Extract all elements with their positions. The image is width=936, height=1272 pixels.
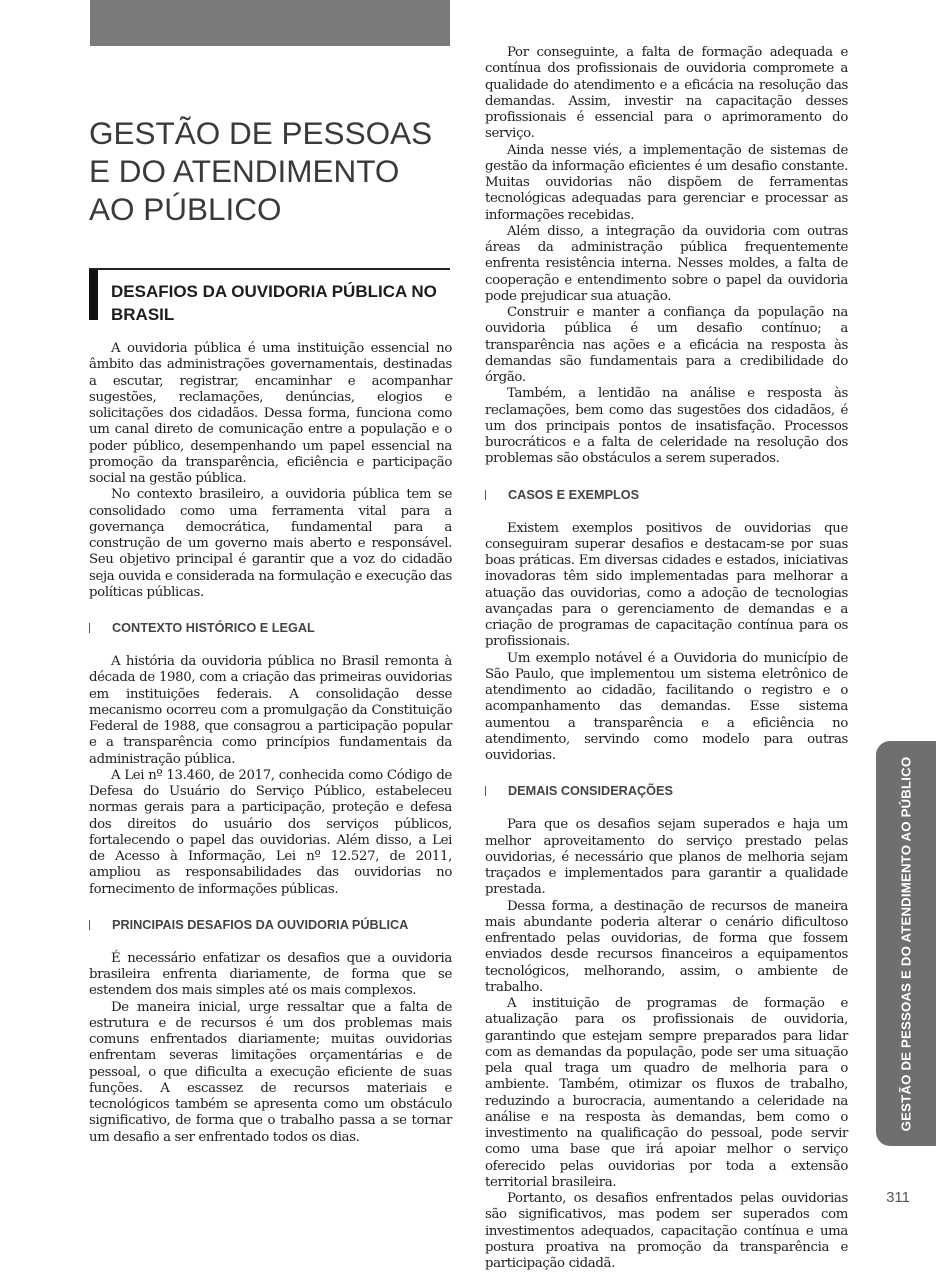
page-number: 311	[886, 1189, 910, 1206]
subheading-casos	[485, 487, 848, 503]
paragraph: A história da ouvidoria pública no Brasil remonta à década de 1980, com a criação das primeiras ouvidorias em instituições federais. A consolidação desse mecanismo ocorreu com a promulgação da Constituição Federal de 1988, que consagrou a participação popular e a transparência como princípios fundamentais da administração pública.	[89, 654, 452, 767]
paragraph: Por conseguinte, a falta de formação adequada e contínua dos profissionais de ouvidoria compromete a qualidade do atendimento e a eficácia na resolução das demandas. Assim, investir na capacitação desses profissionais é essencial para o aprimoramento do serviço.	[485, 45, 848, 142]
subheading-desafios	[89, 917, 452, 933]
paragraph: Construir e manter a confiança da população na ouvidoria pública é um desafio contínuo; a transparência nas ações e a eficácia na resposta às demandas são fundamentais para a credibilidade do órgão.	[485, 305, 848, 385]
section-heading-block	[89, 268, 450, 328]
subheading-text: CASOS E EXEMPLOS	[508, 487, 640, 502]
paragraph: É necessário enfatizar os desafios que a ouvidoria brasileira enfrenta diariamente, de forma que se estendem dos mais simples até os mais complexos.	[89, 950, 452, 999]
paragraph: No contexto brasileiro, a ouvidoria pública tem se consolidado como uma ferramenta vital para a governança democrática, fundamental para a construção de um governo mais aberto e responsável. Seu objetivo principal é garantir que a voz do cidadão seja ouvida e considerada na formulação e execução das políticas públicas.	[89, 487, 452, 600]
paragraph: De maneira inicial, urge ressaltar que a falta de estrutura e de recursos é um dos problemas mais comuns enfrentados diariamente; muitas ouvidorias enfrentam severas limitações orçamentárias e de pessoal, o que dificulta a execução eficiente de suas funções. A escassez de recursos materiais e tecnológicos também se apresenta como um obstáculo significativo, de forma que o trabalho passa a se tornar um desafio a ser enfrentado todos os dias.	[89, 999, 452, 1145]
section-heading: DESAFIOS DA OUVIDORIA PÚBLICA NO BRASIL	[111, 282, 437, 324]
paragraph: A Lei nº 13.460, de 2017, conhecida como Código de Defesa do Usuário do Serviço Público, estabeleceu normas gerais para a participação, proteção e defesa dos direitos do usuário dos serviços públicos, fortalecendo o papel das ouvidorias. Além disso, a Lei de Acesso à Informação, Lei nº 12.527, de 2011, ampliou as responsabilidades das ouvidorias no fornecimento de informações públicas.	[89, 767, 452, 897]
subheading-demais	[485, 783, 848, 799]
paragraph: Um exemplo notável é a Ouvidoria do município de São Paulo, que implementou um sistema eletrônico de atendimento ao cidadão, facilitando o registro e o acompanhamento das demandas. Esse sistema aumentou a transparência e a eficiência no atendimento, servindo como modelo para outras ouvidorias.	[485, 650, 848, 763]
header-bar	[90, 0, 450, 46]
subheading-text: CONTEXTO HISTÓRICO E LEGAL	[112, 621, 315, 635]
paragraph: Para que os desafios sejam superados e haja um melhor aproveitamento do serviço prestado pelas ouvidorias, é necessário que planos de melhoria sejam traçados e implementados para garantir a qualidade prestada.	[485, 817, 848, 898]
paragraph: Existem exemplos positivos de ouvidorias que conseguiram superar desafios e destacam-se por suas boas práticas. Em diversas cidades e estados, iniciativas inovadoras têm sido implementadas para melhorar a atuação das ouvidorias, como a adoção de tecnologias avançadas para o gerenciamento de demandas e a criação de programas de capacitação contínua para os profissionais.	[485, 520, 848, 650]
paragraph: A instituição de programas de formação e atualização para os profissionais de ouvidoria, garantindo que estejam sempre preparados para lidar com as demandas da população, pode ser uma situação pela qual traga um quadro de melhoria para o ambiente. Também, otimizar os fluxos de trabalho, reduzindo a burocracia, aumentando a celeridade na análise e na resposta às demandas, bem como o investimento na qualificação do pessoal, pode servir como uma base que irá apoiar melhor o serviço oferecido pelas ouvidorias por toda a extensão territorial brasileira.	[485, 996, 848, 1190]
subheading-marker	[89, 920, 90, 930]
right-column	[485, 45, 848, 1272]
paragraph: A ouvidoria pública é uma instituição essencial no âmbito das administrações governamentais, destinadas a escutar, registrar, encaminhar e acompanhar sugestões, reclamações, denúncias, elogios e solicitações dos cidadãos. Dessa forma, funciona como um canal direto de comunicação entre a população e o poder público, desempenhando um papel essencial na promoção da transparência, eficiência e participação social na gestão pública.	[89, 341, 452, 486]
paragraph: Portanto, os desafios enfrentados pelas ouvidorias são significativos, mas podem ser superados com investimentos adequados, capacitação contínua e uma postura proativa na promoção da transparência e participação cidadã.	[485, 1191, 848, 1271]
subheading-text: DEMAIS CONSIDERAÇÕES	[508, 784, 673, 799]
paragraph: Ainda nesse viés, a implementação de sistemas de gestão da informação eficientes é um desafio constante. Muitas ouvidorias não dispõem de ferramentas tecnológicas adequadas para gerenciar e processar as informações recebidas.	[485, 142, 848, 223]
chapter-title: GESTÃO DE PESSOAS E DO ATENDIMENTO AO PÚBLICO	[89, 115, 433, 227]
side-tab-label: GESTÃO DE PESSOAS E DO ATENDIMENTO AO PÚBLICO	[898, 756, 914, 1131]
subheading-contexto	[89, 620, 452, 636]
subheading-text: PRINCIPAIS DESAFIOS DA OUVIDORIA PÚBLICA	[112, 917, 409, 932]
paragraph: Além disso, a integração da ouvidoria com outras áreas da administração pública frequentemente enfrenta resistência interna. Nesses moldes, a falta de cooperação e entendimento sobre o papel da ouvidoria pode prejudicar sua atuação.	[485, 223, 848, 304]
paragraph: Dessa forma, a destinação de recursos de maneira mais abundante poderia alterar o cenário dificultoso enfrentado pelas ouvidorias, de forma que fossem enviados desde recursos financeiros a equipamentos tecnológicos, melhorando, assim, o ambiente de trabalho.	[485, 898, 848, 995]
paragraph: Também, a lentidão na análise e resposta às reclamações, bem como das sugestões dos cidadãos, é um dos principais pontos de insatisfação. Processos burocráticos e a falta de celeridade na resolução dos problemas são obstáculos a serem superados.	[485, 386, 848, 467]
left-column	[89, 341, 452, 1146]
chapter-side-tab	[876, 741, 936, 1146]
subheading-marker	[89, 623, 90, 633]
subheading-marker	[485, 786, 486, 796]
subheading-marker	[485, 490, 486, 500]
section-heading-bar	[89, 270, 98, 320]
